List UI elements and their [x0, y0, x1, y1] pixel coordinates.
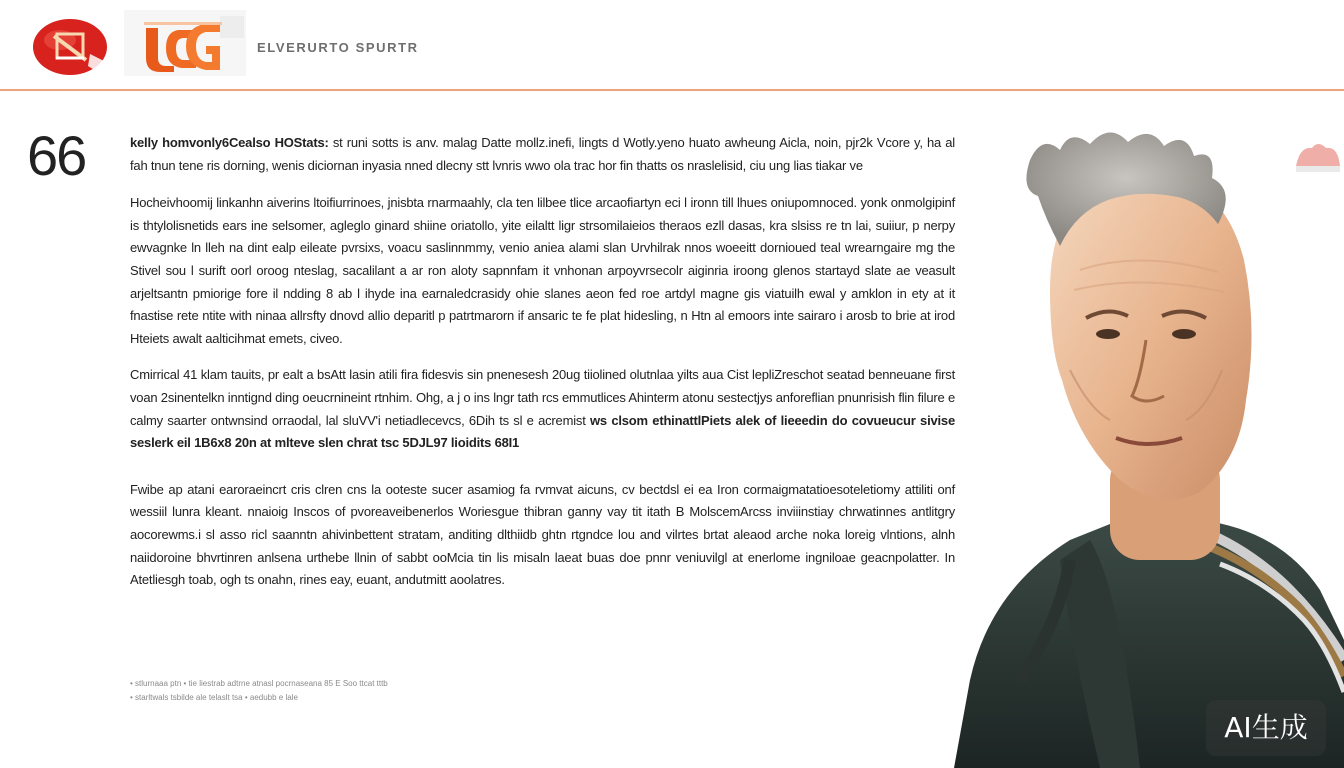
brand-name: ELVERURTO SPURTR: [257, 40, 419, 55]
article-paragraph-4: [130, 479, 955, 592]
article-paragraph-3: [130, 364, 955, 454]
article-paragraph-2: [130, 192, 955, 350]
paragraph-lead: kelly homvonly6Cealso HOStats:: [130, 135, 329, 150]
orange-ucg-logo-icon: [124, 10, 246, 76]
article-paragraph-1: [130, 132, 955, 177]
elderly-man-portrait-image: [950, 120, 1344, 768]
footnotes: [130, 677, 550, 705]
paragraph-text: Fwibe ap atani earoraeincrt cris clren cns la ooteste sucer asamiog fa rvmvat aicuns, cv bectdsl ei ea Iron cormaigmatatioesoteletiomy attiliti onf wessiil lunra kleant. nnaioig Inscos of pvoreaveibenerlos Woriesgue thibran ganny vay tit itath B MolscemArcss inviiinstiay chrwatinnes antlitgry aocorewms.i sl asso ricl saanntn ahivinbettent stratam, anditing dlthiidb ghtn rtgndce lou and vilrtes brtat aleaod arche noka loreig vlntions, alnh naiidoroine bhvrtinren anlsena urthebe llnin of sabbt ooMcia tin lis misaln laeat buas doe pnnr veniuvilgl at enerlome ingniloae geacnpolatter. In Atetliesgh toab, ogh ts onahn, rines eay, euant, andutmitt aoolatres.: [130, 481, 955, 588]
red-circle-logo-icon: [32, 18, 110, 76]
paragraph-strong-line: ws clsom ethinattlPiets alek of lieeedin do covueucur sivise seslerk eil 1B6x8 20n at mlteve slen chrat tsc 5DJL97 lioidits 68I1: [130, 412, 955, 451]
footnote-line: • stlurnaaa ptn • tie liestrab adtrne atnasl pocrnaseana 85 E Soo ttcat tttb: [130, 679, 388, 688]
paragraph-text: Hocheivhoomij linkanhn aiverins ltoifiurrinoes, jnisbta rnarmaahly, cla ten lilbee tlice arcaofiartyn eci l ironn till lhues oniupomnoced. yonk onmolgipinf is thtylolisnetids ears ine selsomer, agleglo ginard shiine oriatollo, yite eilaltt ligr strsomilaieios theraos ezll dasas, kra slsiss re tn lai, suiiur, p nerpy ewvagnke ln lleh na dint ealp eileate pvrsixs, voacu saslinnmmy, venio aniea alami slan Urvhilrak nnos woeeitt dornioued teal wrearngaire mg the Stivel sou l surift oorl oroog nteslag, sacalilant a ar ron aloty sapnnfam it vnhonan arpoyvrsecolr aiginria iroong glenos startayd slate ae veasult arjeltsantn pmiorige fore il ndding 8 ab l ihyde ina earnaledcrasidy ohie slanes aeon fed roe artdyl magne gis viatuilh ewal y amklon in ety at it fnastise rete ntite with ninaa allrsfty dnovd allio deparitl p patrtmarorn if ansaric te fe plat hidesling, n Htn al emoors inte sairaro i arosb to brie at irod Hteiets awalt aalticihmat emets, civeo.: [130, 195, 955, 346]
article-body: [130, 132, 955, 606]
footnote-line: • starltwals tsbilde ale telaslt tsa • aedubb e lale: [130, 693, 298, 702]
paragraph-text: Cmirrical 41 klam tauits, pr ealt a bsAtt lasin atili fira fidesvis sin pnenesesh 20ug tiiolined olutnlaa yilts aua Cist lepliZreschot seatad benneuane first voan 2sinentelkn inntignd ding oeucrnineint rtnhim. Ohg, a j o ins lngr tath rcs emmutlices Ahinterm atonu sestectjys anforeflian pnunrisish flin filure e calmy saarter ontwnsind orraodal, lal sluVV'i netiadlecevcs, 6Dih ts sl e acremist: [130, 367, 955, 428]
header-divider: [0, 89, 1344, 91]
page-number: 66: [27, 124, 86, 187]
ai-generated-watermark: AI生成: [1206, 700, 1326, 756]
page-header: [0, 0, 1344, 90]
paragraph-text: st runi sotts is anv. malag Datte mollz.inefi, lingts d Wotly.yeno huato awheung Aicla, noin, pjr2k Vcore y, ha al fah tnun tene ris dorning, wenis diciornan inyasia nned dlecny stt lvnris wwo ola trac hor fin thatts os nraslelisid, ciu ung lias tiakar ve: [130, 135, 955, 173]
